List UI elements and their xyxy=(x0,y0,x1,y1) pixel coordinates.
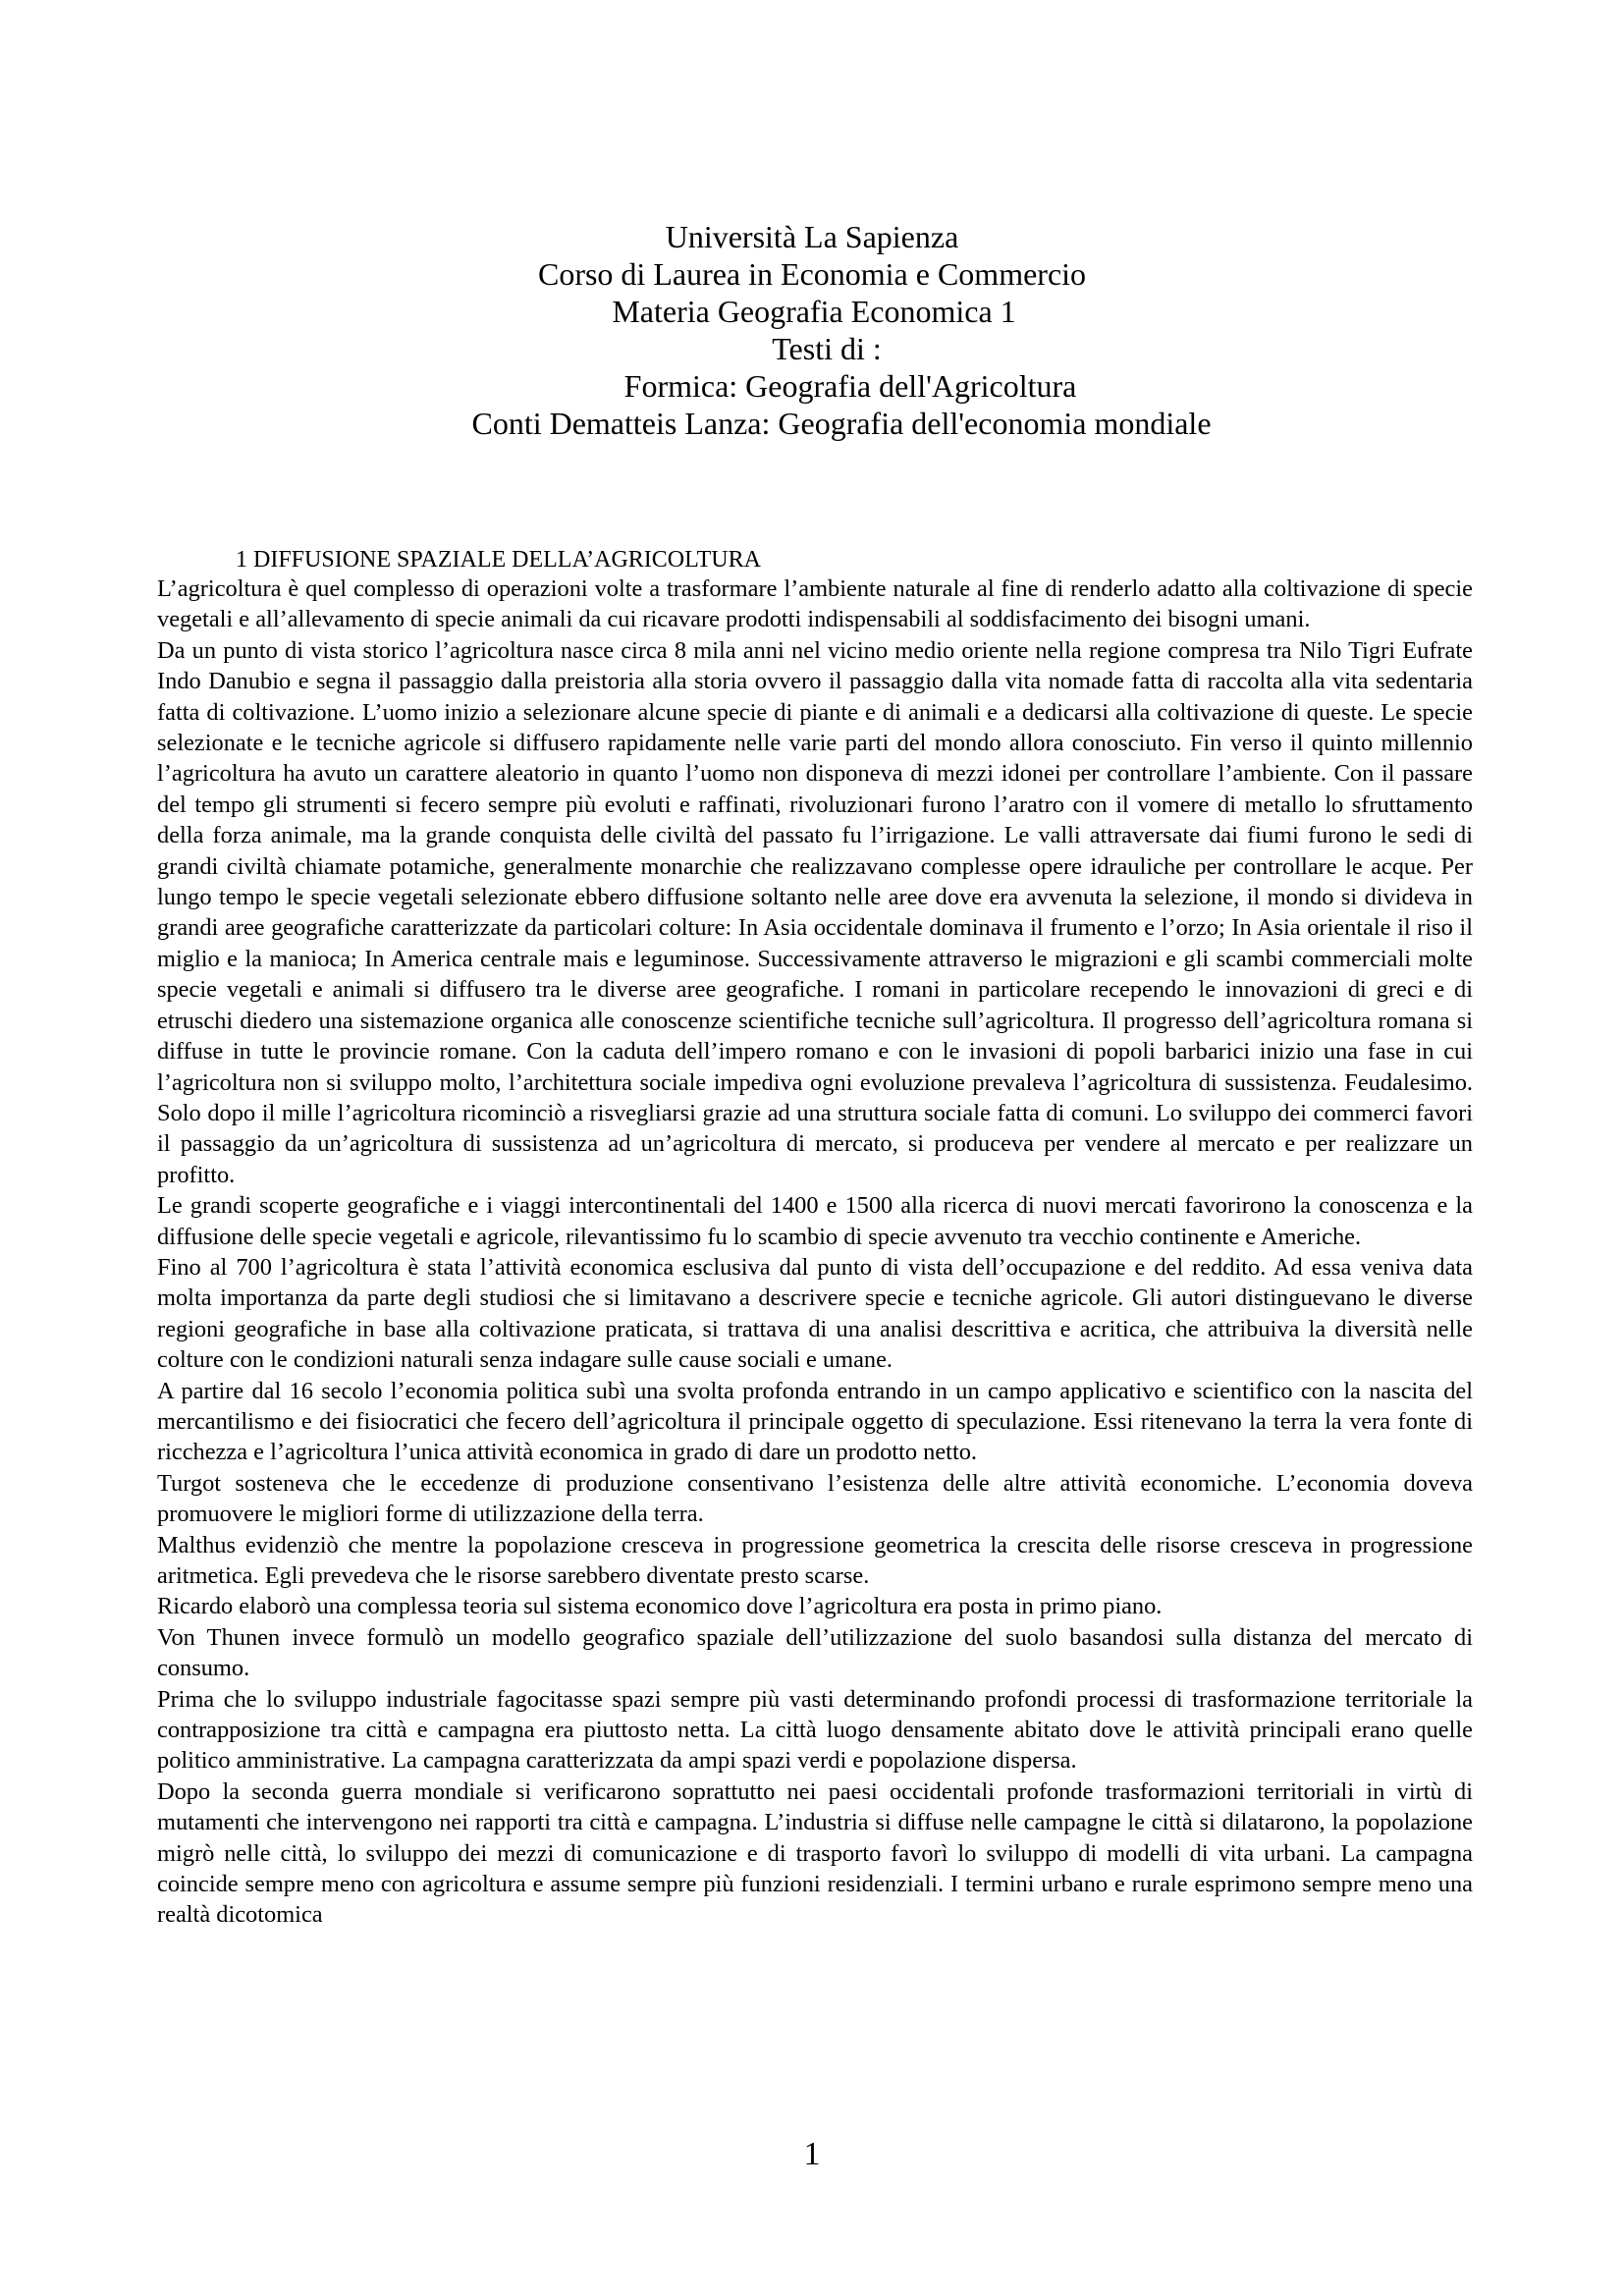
paragraph-city-countryside: Prima che lo sviluppo industriale fagocitasse spazi sempre più vasti determinando profondi processi di trasformazione territoriale la contrapposizione tra città e campagna era piuttosto netta. La città luogo densamente abitato dove le attività principali erano quelle politico amministrative. La campagna caratterizzata da ampi spazi verdi e popolazione dispersa. xyxy=(157,1685,1473,1775)
paragraph-post-war: Dopo la seconda guerra mondiale si verificarono soprattutto nei paesi occidentali profonde trasformazioni territoriali in virtù di mutamenti che intervengono nei rapporti tra città e campagna. L’industria si diffuse nelle campagne le città si dilatarono, la popolazione migrò nelle città, lo sviluppo dei mezzi di comunicazione e di trasporto favorì lo sviluppo di modelli di vita urbani. La campagna coincide sempre meno con agricoltura e assume sempre più funzioni residenziali. I termini urbano e rurale esprimono sempre meno una realtà dicotomica xyxy=(157,1777,1473,1929)
section-title: 1 DIFFUSIONE SPAZIALE DELLA’AGRICOLTURA xyxy=(236,547,761,573)
header-university: Università La Sapienza xyxy=(665,219,959,254)
header-text-conti: Conti Dematteis Lanza: Geografia dell'economia mondiale xyxy=(471,406,1212,441)
paragraph-16th-century: A partire dal 16 secolo l’economia politica subì una svolta profonda entrando in un campo applicativo e scientifico con la nascita del mercantilismo e dei fisiocratici che fecero dell’agricoltura il principale oggetto di speculazione. Essi ritenevano la terra la vera fonte di ricchezza e l’agricoltura l’unica attività economica in grado di dare un prodotto netto. xyxy=(157,1377,1473,1466)
header-degree-course: Corso di Laurea in Economia e Commercio xyxy=(537,256,1087,292)
paragraph-ricardo: Ricardo elaborò una complessa teoria sul sistema economico dove l’agricoltura era posta in primo piano. xyxy=(157,1593,1163,1620)
paragraph-malthus: Malthus evidenziò che mentre la popolazione cresceva in progressione geometrica la crescita delle risorse cresceva in progressione aritmetica. Egli prevedeva che le risorse sarebbero diventate presto scarse. xyxy=(157,1531,1473,1589)
paragraph-700: Fino al 700 l’agricoltura è stata l’attività economica esclusiva dal punto di vista dell’occupazione e del reddito. Ad essa veniva data molta importanza da parte degli studiosi che si limitavano a descrivere specie e tecniche agricole. Gli autori distinguevano le diverse regioni geografiche in base alla coltivazione praticata, si trattava di una analisi descrittiva e acritica, che attribuiva la diversità nelle colture con le condizioni naturali senza indagare sulle cause sociali e umane. xyxy=(157,1253,1473,1374)
body-text xyxy=(157,574,1473,1931)
paragraph-discoveries: Le grandi scoperte geografiche e i viaggi intercontinentali del 1400 e 1500 alla ricerca di nuovi mercati favorirono la conoscenza e la diffusione delle specie vegetali e agricole, rilevantissimo fu lo scambio di specie avvenuto tra vecchio continente e Americhe. xyxy=(157,1192,1473,1250)
paragraph-definition: L’agricoltura è quel complesso di operazioni volte a trasformare l’ambiente naturale al fine di renderlo adatto alla coltivazione di specie vegetali e all’allevamento di specie animali da cui ricavare prodotti indispensabili al soddisfacimento dei bisogni umani. xyxy=(157,575,1473,633)
header-text-formica: Formica: Geografia dell'Agricoltura xyxy=(623,368,1077,404)
paragraph-history: Da un punto di vista storico l’agricoltura nasce circa 8 mila anni nel vicino medio oriente nella regione compresa tra Nilo Tigri Eufrate Indo Danubio e segna il passaggio dalla preistoria alla storia ovvero il passaggio dalla vita nomade fatta di raccolta alla vita sedentaria fatta di coltivazione. L’uomo inizio a selezionare alcune specie di piante e di animali e a dedicarsi alla coltivazione di queste. Le specie selezionate e le tecniche agricole si diffusero rapidamente nelle varie parti del mondo allora conosciuto. Fin verso il quinto millennio l’agricoltura ha avuto un carattere aleatorio in quanto l’uomo non disponeva di mezzi idonei per controllare l’ambiente. Con il passare del tempo gli strumenti si fecero sempre più evoluti e raffinati, rivoluzionari furono l’aratro con il vomere di metallo lo sfruttamento della forza animale, ma la grande conquista delle civiltà del passato fu l’irrigazione. Le valli attraversate dai fiumi furono le sedi di grandi civiltà chiamate potamiche, generalmente monarchie che realizzavano complesse opere idrauliche per controllare le acque. Per lungo tempo le specie vegetali selezionate ebbero diffusione soltanto nelle aree dove era avvenuta la selezione, il mondo si divideva in grandi aree geografiche caratterizzate da particolari colture: In Asia occidentale dominava il frumento e l’orzo; In Asia orientale il riso il miglio e la manioca; In America centrale mais e leguminose. Successivamente attraverso le migrazioni e gli scambi commerciali molte specie vegetali e animali si diffusero tra le diverse aree geografiche. I romani in particolare recependo le innovazioni di greci e di etruschi diedero una sistemazione organica alle conoscenze scientifiche tecniche sull’agricoltura. Il progresso dell’agricoltura romana si diffuse in tutte le provincie romane. Con la caduta dell’impero romano e con le invasioni di popoli barbarici inizio una fase in cui l’agricoltura non si sviluppo molto, l’architettura sociale impediva ogni evoluzione prevaleva l’agricoltura di sussistenza. Feudalesimo. Solo dopo il mille l’agricoltura ricominciò a risvegliarsi grazie ad una struttura sociale fatta di comuni. Lo sviluppo dei commerci favori il passaggio da un’agricoltura di sussistenza ad un’agricoltura di mercato, si produceva per vendere al mercato e per realizzare un profitto. xyxy=(157,636,1473,1188)
document-header xyxy=(0,218,1624,442)
paragraph-turgot: Turgot sosteneva che le eccedenze di produzione consentivano l’esistenza delle altre attività economiche. L’economia doveva promuovere le migliori forme di utilizzazione della terra. xyxy=(157,1469,1473,1528)
header-texts-label: Testi di : xyxy=(772,331,882,366)
paragraph-von-thunen: Von Thunen invece formulò un modello geografico spaziale dell’utilizzazione del suolo basandosi sulla distanza del mercato di consumo. xyxy=(157,1623,1473,1682)
header-subject: Materia Geografia Economica 1 xyxy=(612,294,1016,329)
page-number: 1 xyxy=(803,2136,821,2172)
